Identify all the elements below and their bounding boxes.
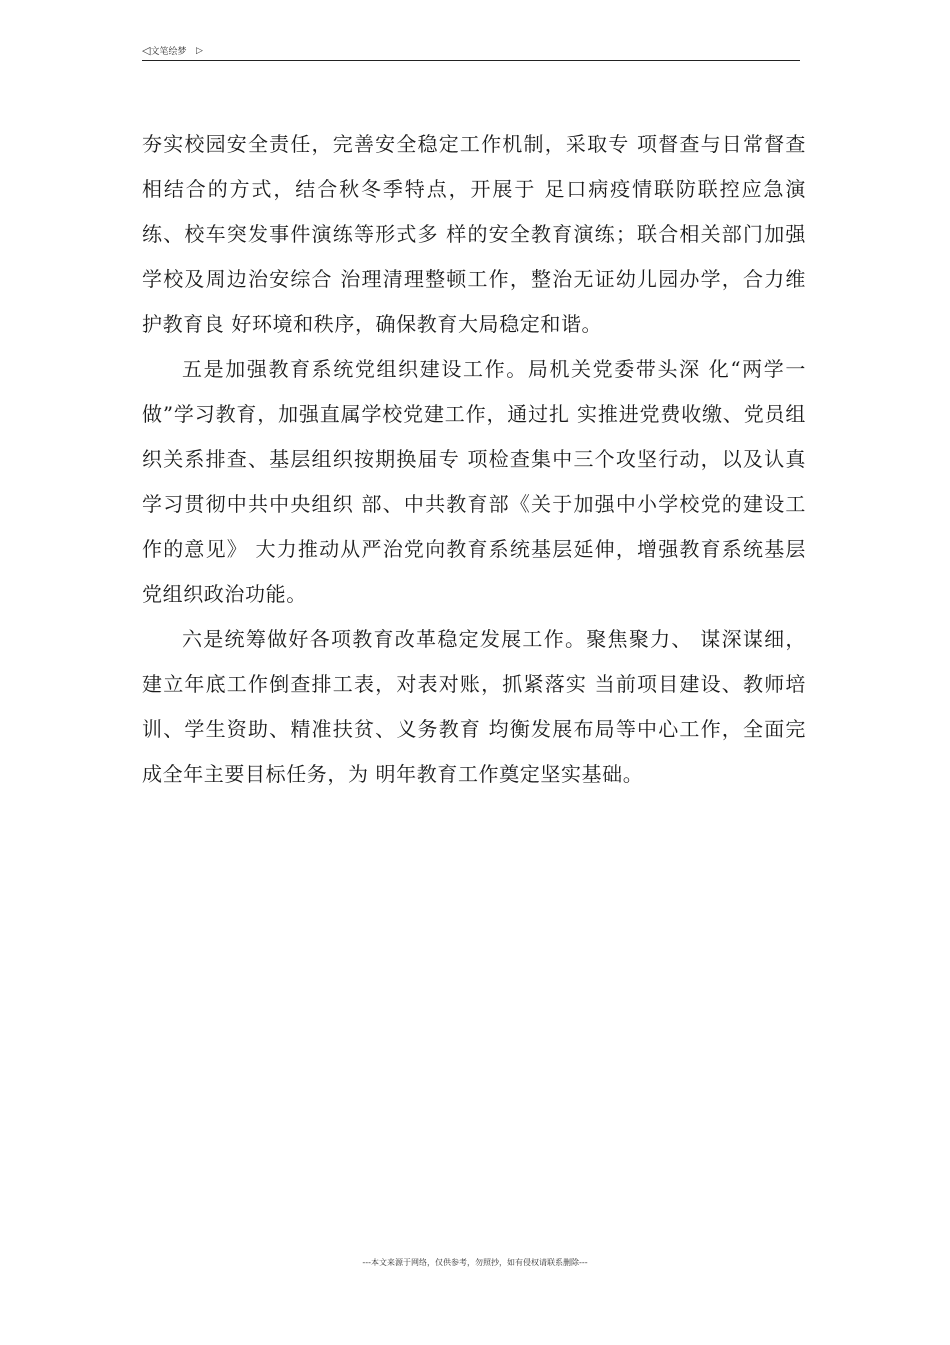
paragraph-continued: 夯实校园安全责任，完善安全稳定工作机制，采取专 项督查与日常督查相结合的方式，结合秋冬季特点，开展于 足口病疫情联防联控应急演练、校车突发事件演练等形式多 样的安全教育演练；联合相关部门加强学校及周边治安综合 治理清理整顿工作，整治无证幼儿园办学，合力维护教育良 好环境和秩序，确保教育大局稳定和谐。 (142, 132, 806, 336)
paragraph-six: 六是统筹做好各项教育改革稳定发展工作。聚焦聚力、 谋深谋细，建立年底工作倒查排工表，对表对账，抓紧落实 当前项目建设、教师培训、学生资助、精准扶贫、义务教育 均衡发展布局等中心工作，全面完成全年主要目标任务，为 明年教育工作奠定坚实基础。 (142, 627, 806, 786)
page-header (142, 44, 800, 62)
header-title-group (142, 44, 186, 59)
page-footer: ---本文来源于网络，仅供参考，勿照抄，如有侵权请联系删除--- (362, 1258, 588, 1267)
header-title: 文笔绘梦 (150, 47, 187, 57)
document-body (142, 122, 806, 797)
left-triangle-icon: ◁ (142, 44, 151, 57)
right-triangle-icon: ▷ (196, 46, 203, 56)
header-divider (142, 60, 800, 61)
paragraph-five: 五是加强教育系统党组织建设工作。局机关党委带头深 化“两学一做”学习教育，加强直属学校党建工作，通过扎 实推进党费收缴、党员组织关系排查、基层组织按期换届专 项检查集中三个攻坚行动，以及认真学习贯彻中共中央组织 部、中共教育部《关于加强中小学校党的建设工作的意见》 大力推动从严治党向教育系统基层延伸，增强教育系统基层 党组织政治功能。 (142, 357, 806, 606)
